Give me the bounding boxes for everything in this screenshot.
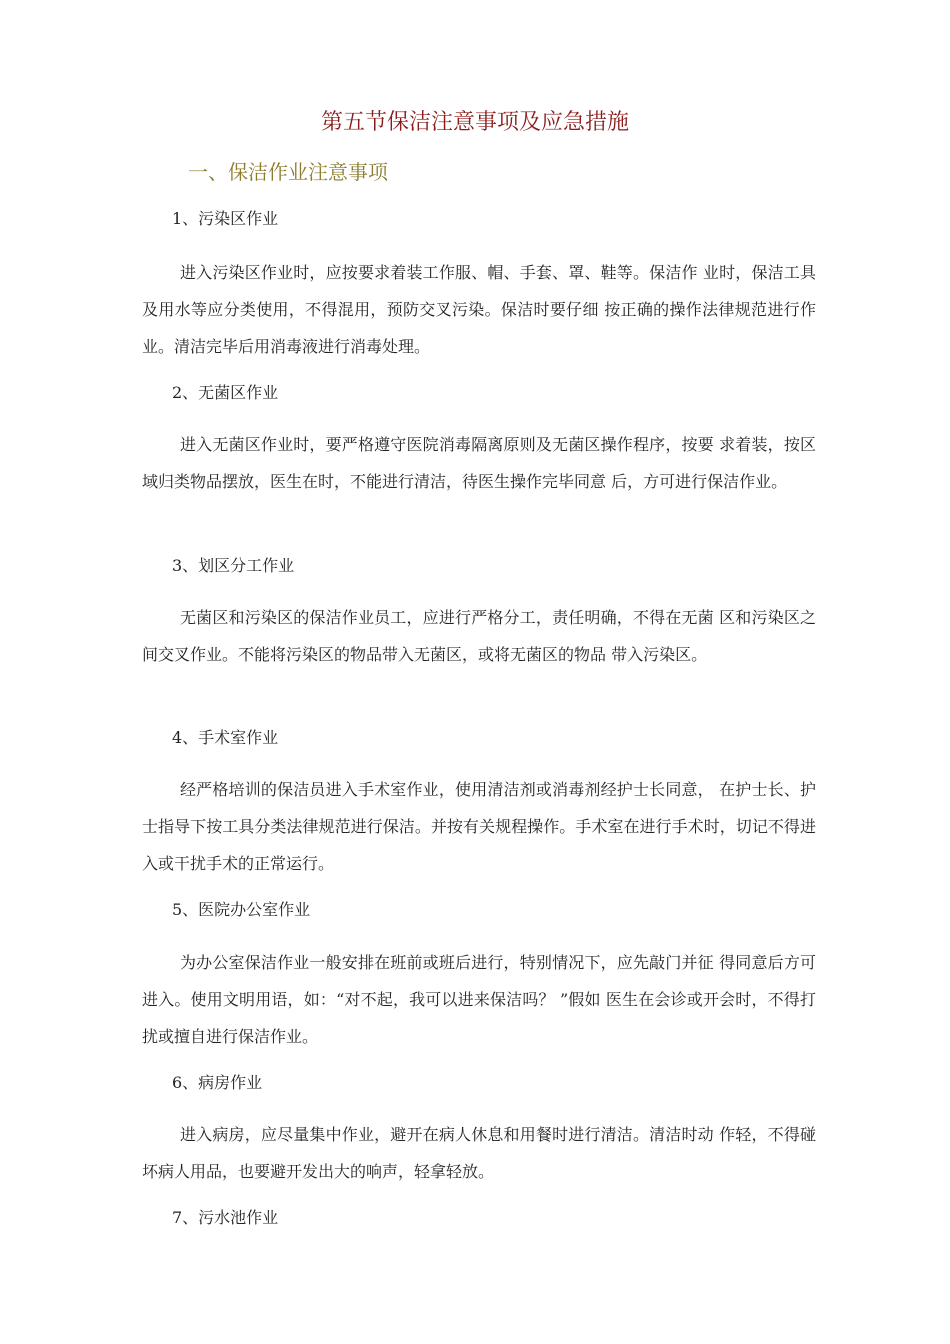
item-heading-4: 4、手术室作业 (172, 728, 279, 747)
item-text-4: 经严格培训的保洁员进入手术室作业，使用清洁剂或消毒剂经护士长同意， 在护士长、护士指导下按工具分类法律规范进行保洁。并按有关规程操作。手术室在进行手术时，切记不得进入或干扰手术的正常运行。 (142, 780, 816, 873)
item-text-6: 进入病房，应尽量集中作业，避开在病人休息和用餐时进行清洁。清洁时动 作轻，不得碰坏病人用品，也要避开发出大的响声，轻拿轻放。 (142, 1125, 816, 1181)
item-heading-5: 5、医院办公室作业 (172, 900, 311, 919)
item-heading-6: 6、病房作业 (172, 1073, 263, 1092)
item-heading-3: 3、划区分工作业 (172, 556, 295, 575)
item-text-2: 进入无菌区作业时，要严格遵守医院消毒隔离原则及无菌区操作程序，按要 求着装，按区域归类物品摆放，医生在时，不能进行清洁，待医生操作完毕同意 后，方可进行保洁作业。 (142, 435, 816, 491)
item-heading-7: 7、污水池作业 (172, 1208, 279, 1227)
section-heading: 一、保洁作业注意事项 (188, 160, 388, 184)
item-heading-1: 1、污染区作业 (172, 209, 279, 228)
item-text-1: 进入污染区作业时，应按要求着装工作服、帽、手套、罩、鞋等。保洁作 业时，保洁工具及用水等应分类使用，不得混用，预防交叉污染。保洁时要仔细 按正确的操作法律规范进行作业。清洁完毕后用消毒液进行消毒处理。 (142, 263, 816, 356)
item-text-3: 无菌区和污染区的保洁作业员工，应进行严格分工，责任明确，不得在无菌 区和污染区之间交叉作业。不能将污染区的物品带入无菌区，或将无菌区的物品 带入污染区。 (142, 608, 816, 664)
item-text-5: 为办公室保洁作业一般安排在班前或班后进行，特别情况下，应先敲门并征 得同意后方可进入。使用文明用语，如：“对不起，我可以进来保洁吗？ ”假如 医生在会诊或开会时，不得打扰或擅自进行保洁作业。 (142, 953, 816, 1046)
document-title: 第五节保洁注意事项及应急措施 (320, 110, 629, 135)
item-heading-2: 2、无菌区作业 (172, 383, 279, 402)
